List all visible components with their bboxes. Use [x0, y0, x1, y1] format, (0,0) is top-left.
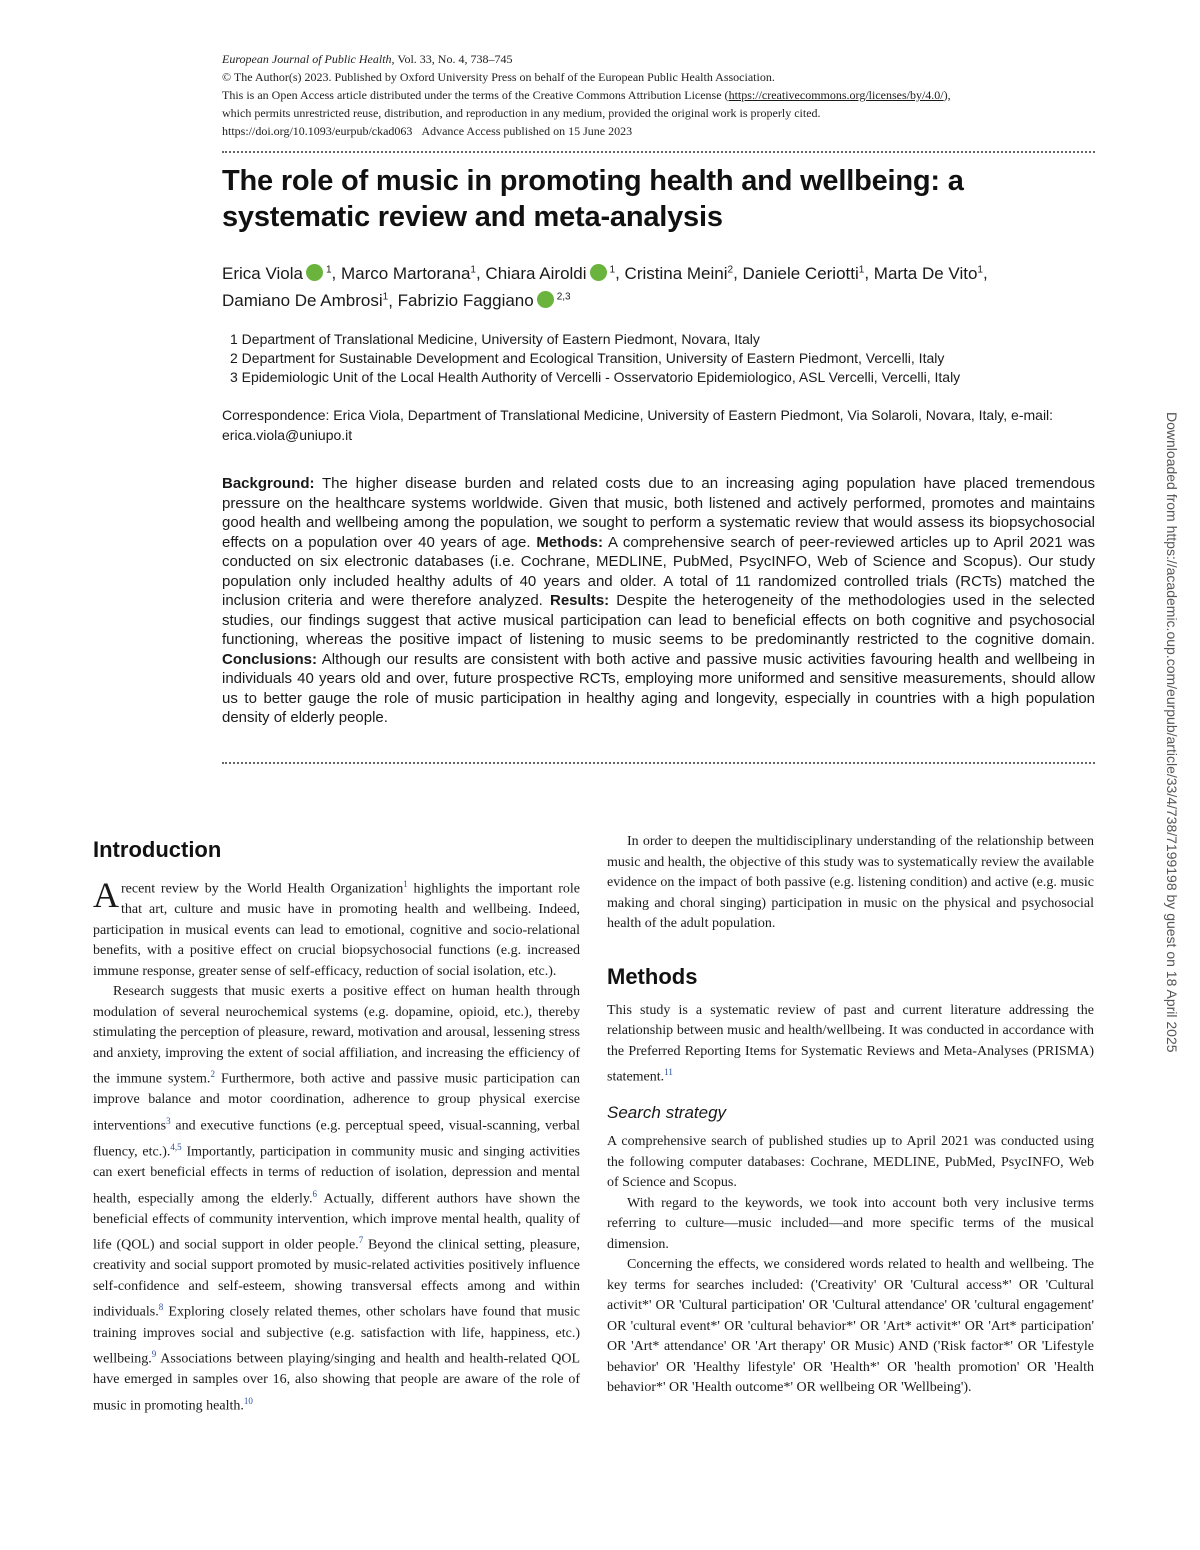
license-link[interactable]: https://creativecommons.org/licenses/by/4.0/: [728, 88, 944, 102]
affiliation-3: 3 Epidemiologic Unit of the Local Health Authority of Vercelli - Osservatorio Epidemiologico, ASL Vercelli, Vercelli, Italy: [230, 369, 961, 385]
author-2[interactable]: [341, 264, 476, 283]
methods-heading: Methods: [607, 963, 698, 989]
doi-line: [222, 122, 1102, 140]
author-name: Marco Martorana: [340, 263, 471, 283]
author-affiliation-mark: 1: [609, 264, 616, 275]
abstract-results: Despite the heterogeneity of the methodologies used in the selected studies, our findings suggest that active musical participation can lead to beneficial effects on both cognitive and psychosocial functioning, whereas the positive impact of listening to music seems to be predominantly restricted to the cognitive domain.: [222, 592, 1095, 648]
author-name: Marta De Vito: [873, 263, 978, 283]
abstract-background-label: Background:: [222, 475, 315, 492]
abstract-methods-label: Methods:: [536, 533, 603, 551]
author-affiliation-mark: 1: [382, 291, 389, 303]
citation[interactable]: 1: [403, 879, 408, 889]
license-line-2: which permits unrestricted reuse, distribution, and reproduction in any medium, provided the original work is properly cited.: [222, 106, 821, 120]
author-1[interactable]: [222, 264, 332, 283]
download-watermark: [1158, 412, 1182, 1152]
citation[interactable]: 8: [158, 1302, 164, 1313]
author-name: Daniele Ceriotti: [742, 263, 859, 283]
top-divider: [222, 151, 1095, 153]
author-affiliation-mark: 1: [470, 264, 476, 275]
column-right: [607, 832, 1094, 1399]
advance-access: Advance Access published on 15 June 2023: [421, 124, 633, 138]
abstract-divider: [222, 762, 1095, 764]
correspondence: Correspondence: Erica Viola, Department of Translational Medicine, University of Eastern Piedmont, Via Solaroli, Novara, Italy, e-mail: erica.viola@uniupo.it: [222, 407, 1054, 443]
abstract-conclusions-label: Conclusions:: [222, 650, 318, 668]
doi-link[interactable]: https://doi.org/10.1093/eurpub/ckad063: [222, 124, 413, 138]
copyright-line: © The Author(s) 2023. Published by Oxford University Press on behalf of the European Public Health Association.: [222, 70, 775, 84]
author-4[interactable]: [625, 264, 734, 283]
citation[interactable]: 6: [312, 1188, 317, 1199]
drop-cap: A: [93, 875, 119, 915]
intro-paragraph-1: A recent review by the World Health Organization$^1$ highlights the important role that art, culture and music have in promoting health and wellbeing. Indeed, participation in musical events can lead to emotional, cognitive and socio-relational benefits, with a positive effect on crucial biopsychosocial functions (e.g. increased immune response, greater sense of self-efficacy, reduction of social isolation, etc.).: [93, 875, 580, 979]
citation[interactable]: 9: [151, 1349, 157, 1360]
search-paragraph-1: A comprehensive search of published studies up to April 2021 was conducted using the following computer databases: Cochrane, MEDLINE, PubMed, PsycINFO, Web of Science and Scopus.: [607, 1134, 1094, 1191]
author-6[interactable]: [874, 264, 983, 283]
citation[interactable]: 11: [664, 1067, 673, 1077]
abstract-conclusions: Although our results are consistent with both active and passive music activities favouring health and wellbeing in individuals 40 years old and over, future prospective RCTs, employing more uniformed and sensitive measurements, should allow us to better gauge the role of music participation in healthy aging and longevity, especially in countries with a high population density of elderly people.: [222, 650, 1095, 726]
journal-name: European Journal of Public Health,: [222, 52, 395, 66]
author-name: Chiara Airoldi: [485, 263, 587, 283]
abstract: [222, 474, 1095, 728]
intro-paragraph-2: Research suggests that music exerts a positive effect on human health through modulation of several neurochemical systems (e.g. dopamine, opioid, etc.), thereby stimulating the perception of pleasure, reward, motivation and arousal, lessening stress and anxiety, improving the extent of social affiliation, and increasing the efficiency of the immune system.$^2$ Furthermore, both active and passive music participation can improve balance and motor coordination, adherence to group physical exercise interventions$^3$ and executive functions (e.g. perceptual speed, visual-scanning, verbal fluency, etc.).$^{4,5}$ Importantly, participation in community music and singing activities can exert beneficial effects in terms of reduction of isolation, depression and mental health, especially among the elderly.$^6$ Actually, different authors have shown the beneficial effects of community intervention, which improve mental health, quality of life (QOL) and social support in older people.$^7$ Beyond the clinical setting, pleasure, creativity and social support promoted by music-related activities positively influence self-confidence and self-esteem, showing transversal effects among and within individuals.$^8$ Exploring closely related themes, other scholars have found that music training improves social and subjective (e.g. satisfaction with life, happiness, etc.) wellbeing.$^9$ Associations between playing/singing and health and health-related QOL have emerged in samples over 16, also showing that people are aware of the role of music in promoting health.$^{10}$: [93, 984, 581, 1414]
author-list: Erica Viola $^1$, Marco Martorana$^1$, Chiara Airoldi $^1$, Cristina Meini$^2$, Daniele Ceriotti$^1$, Marta De Vito$^1$, Damiano De Ambrosi$^1$, Fabrizio Faggiano $^{2,3}$: [222, 263, 988, 311]
intro-heading: Introduction: [93, 837, 222, 862]
author-name: Damiano De Ambrosi: [222, 291, 383, 311]
affiliation-2: 2 Department for Sustainable Development and Ecological Transition, University of Eastern Piedmont, Vercelli, Italy: [230, 350, 945, 366]
author-name: Erica Viola: [222, 263, 303, 283]
author-affiliation-mark: 2: [727, 264, 734, 275]
author-affiliation-mark: 1: [325, 264, 332, 275]
search-strategy-heading: Search strategy: [607, 1103, 727, 1123]
article-meta: [222, 50, 1102, 140]
journal-citation: [222, 50, 1102, 68]
search-paragraph-2: With regard to the keywords, we took into account both very inclusive terms referring to culture—music included—and more specific terms of the musical dimension.: [607, 1195, 1094, 1252]
author-3[interactable]: [485, 264, 615, 283]
author-name: Cristina Meini: [624, 263, 728, 283]
column-left: [93, 836, 580, 1417]
author-5[interactable]: [743, 264, 865, 283]
article-title: The role of music in promoting health and wellbeing: a systematic review and meta-analysis: [222, 165, 964, 233]
affiliations: [230, 330, 1110, 387]
author-8[interactable]: [398, 291, 571, 310]
author-affiliation-mark: 2,3: [556, 291, 571, 303]
citation[interactable]: 3: [166, 1115, 171, 1126]
affiliation-1: 1 Department of Translational Medicine, University of Eastern Piedmont, Novara, Italy: [230, 331, 760, 347]
author-affiliation-mark: 1: [858, 264, 865, 275]
citation[interactable]: 2: [210, 1069, 215, 1080]
orcid-icon[interactable]: [537, 291, 554, 308]
author-name: Fabrizio Faggiano: [397, 291, 534, 311]
abstract-methods: A comprehensive search of peer-reviewed articles up to April 2021 was conducted on six electronic databases (i.e. Cochrane, MEDLINE, PubMed, PsycINFO, Web of Science and Scopus). Our study population only included healthy adults of 40 years and older. A total of 11 randomized controlled trials (RCTs) matched the inclusion criteria and were therefore analyzed.: [222, 533, 1096, 609]
citation[interactable]: 4,5: [170, 1141, 182, 1152]
methods-paragraph-1: This study is a systematic review of past and current literature addressing the relationship between music and health/wellbeing. It was conducted in accordance with the Preferred Reporting Items for Systematic Reviews and Meta-Analyses (PRISMA) statement.$^{11}$: [607, 1002, 1094, 1085]
download-watermark-text: Downloaded from https://academic.oup.com/eurpub/article/33/4/738/7199198 by guest on 18 April 2025: [1164, 412, 1180, 1053]
author-affiliation-mark: 1: [977, 264, 983, 275]
license-line: This is an Open Access article distributed under the terms of the Creative Commons Attribution License (https://creativecommons.org/licenses/by/4.0/),: [222, 88, 951, 102]
orcid-icon[interactable]: [590, 264, 607, 281]
abstract-background: The higher disease burden and related costs due to an increasing aging population have placed tremendous pressure on the healthcare systems worldwide. Given that music, both listened and actively performed, promotes and maintains good health and wellbeing among the population, we sought to perform a systematic review that would assess its biopsychosocial effects on a population over 40 years of age.: [222, 475, 1095, 551]
search-paragraph-3: Concerning the effects, we considered words related to health and wellbeing. The key terms for searches included: ('Creativity' OR 'Cultural access*' OR 'Cultural activit*' OR 'Cultural participation' OR 'Cultural attendance' OR 'cultural engagement' OR 'cultural event*' OR 'cultural behavior*' OR 'Art* activit*' OR 'Art* participation' OR 'Art* attendance' OR 'Art therapy' OR Music) AND ('Risk factor*' OR 'Lifestyle behavior' OR 'Healthy lifestyle' OR 'Health*' OR 'health promotion' OR 'Health behavior*' OR 'Health outcome*' OR wellbeing OR 'Wellbeing').: [607, 1257, 1094, 1396]
author-7[interactable]: [222, 291, 388, 310]
abstract-results-label: Results:: [549, 592, 610, 609]
citation[interactable]: 7: [358, 1235, 364, 1246]
intro-paragraph-3: In order to deepen the multidisciplinary understanding of the relationship between music and health, the objective of this study was to systematically review the available evidence on the impact of both passive (e.g. listening condition) and active (e.g. music making and choral singing) participation in music on the physical and psychosocial health of the adult population.: [607, 834, 1094, 931]
orcid-icon[interactable]: [306, 264, 323, 281]
journal-volume: Vol. 33, No. 4, 738–745: [397, 52, 513, 66]
citation[interactable]: 10: [243, 1395, 253, 1406]
